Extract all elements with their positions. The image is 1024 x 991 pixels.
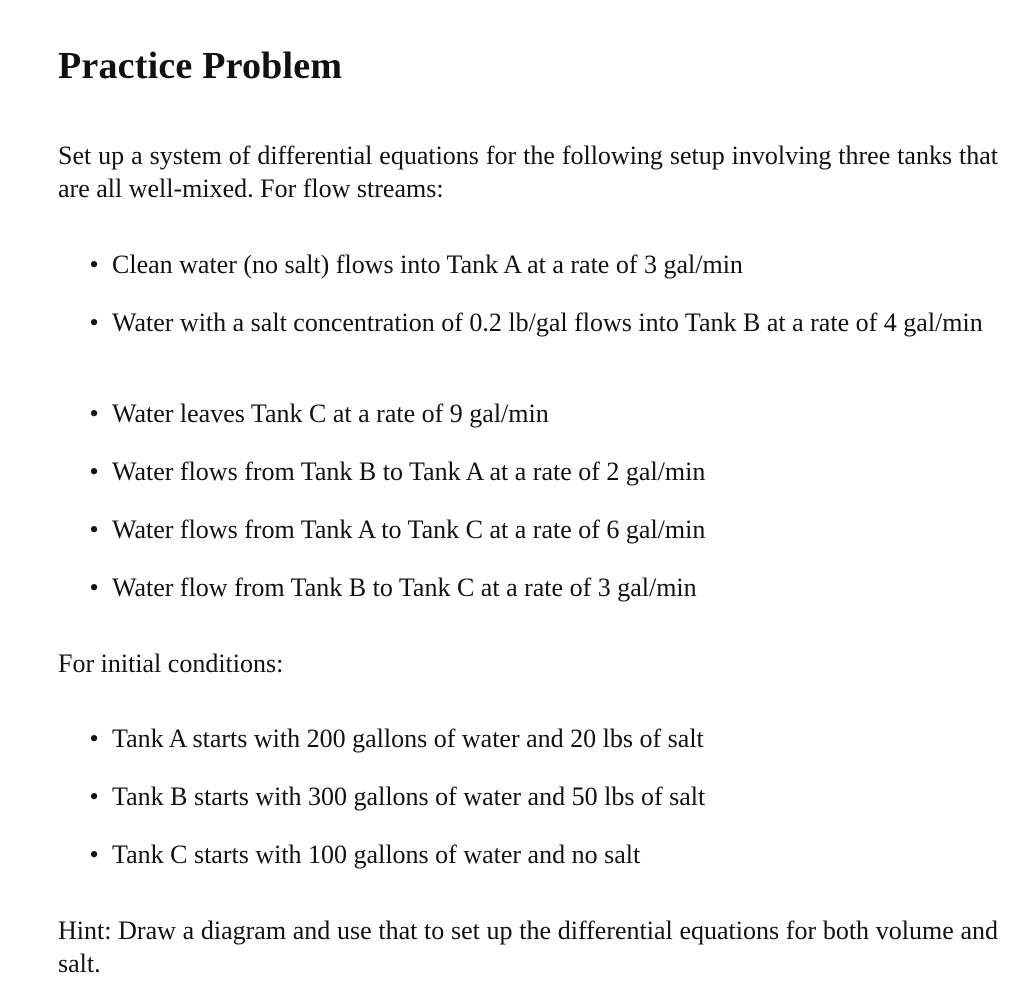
bullet-icon: • (89, 308, 99, 337)
list-item-text: Clean water (no salt) flows into Tank A at a rate of 3 gal/min (112, 250, 743, 279)
list-item-text: Tank A starts with 200 gallons of water and 20 lbs of salt (112, 724, 704, 753)
list-item-text: Tank C starts with 100 gallons of water and no salt (112, 840, 641, 869)
list-item (58, 306, 998, 339)
initial-conditions-label: For initial conditions: (58, 649, 284, 678)
list-item (58, 780, 998, 813)
list-item-text: Tank B starts with 300 gallons of water and 50 lbs of salt (112, 782, 706, 811)
bullet-icon: • (89, 840, 99, 869)
list-item-text: Water with a salt concentration of 0.2 lb/gal flows into Tank B at a rate of 4 gal/min (112, 308, 983, 337)
bullet-icon: • (89, 250, 99, 279)
bullet-icon: • (89, 399, 99, 428)
bullet-icon: • (89, 724, 99, 753)
bullet-icon: • (89, 573, 99, 602)
list-item (58, 838, 998, 871)
list-item (58, 397, 998, 430)
list-item-text: Water leaves Tank C at a rate of 9 gal/min (112, 399, 549, 428)
list-item-text: Water flows from Tank A to Tank C at a rate of 6 gal/min (112, 515, 706, 544)
list-item (58, 455, 998, 488)
list-item (58, 248, 998, 281)
page-title: Practice Problem (58, 45, 343, 87)
bullet-icon: • (89, 457, 99, 486)
list-item (58, 571, 998, 604)
list-item-text: Water flow from Tank B to Tank C at a rate of 3 gal/min (112, 573, 697, 602)
list-item (58, 513, 998, 546)
bullet-icon: • (89, 515, 99, 544)
intro-paragraph: Set up a system of differential equations for the following setup involving three tanks that are all well-mixed. For flow streams: (58, 141, 998, 203)
hint-paragraph: Hint: Draw a diagram and use that to set up the differential equations for both volume and salt. (58, 916, 998, 978)
list-item (58, 722, 998, 755)
list-item-text: Water flows from Tank B to Tank A at a rate of 2 gal/min (112, 457, 706, 486)
bullet-icon: • (89, 782, 99, 811)
